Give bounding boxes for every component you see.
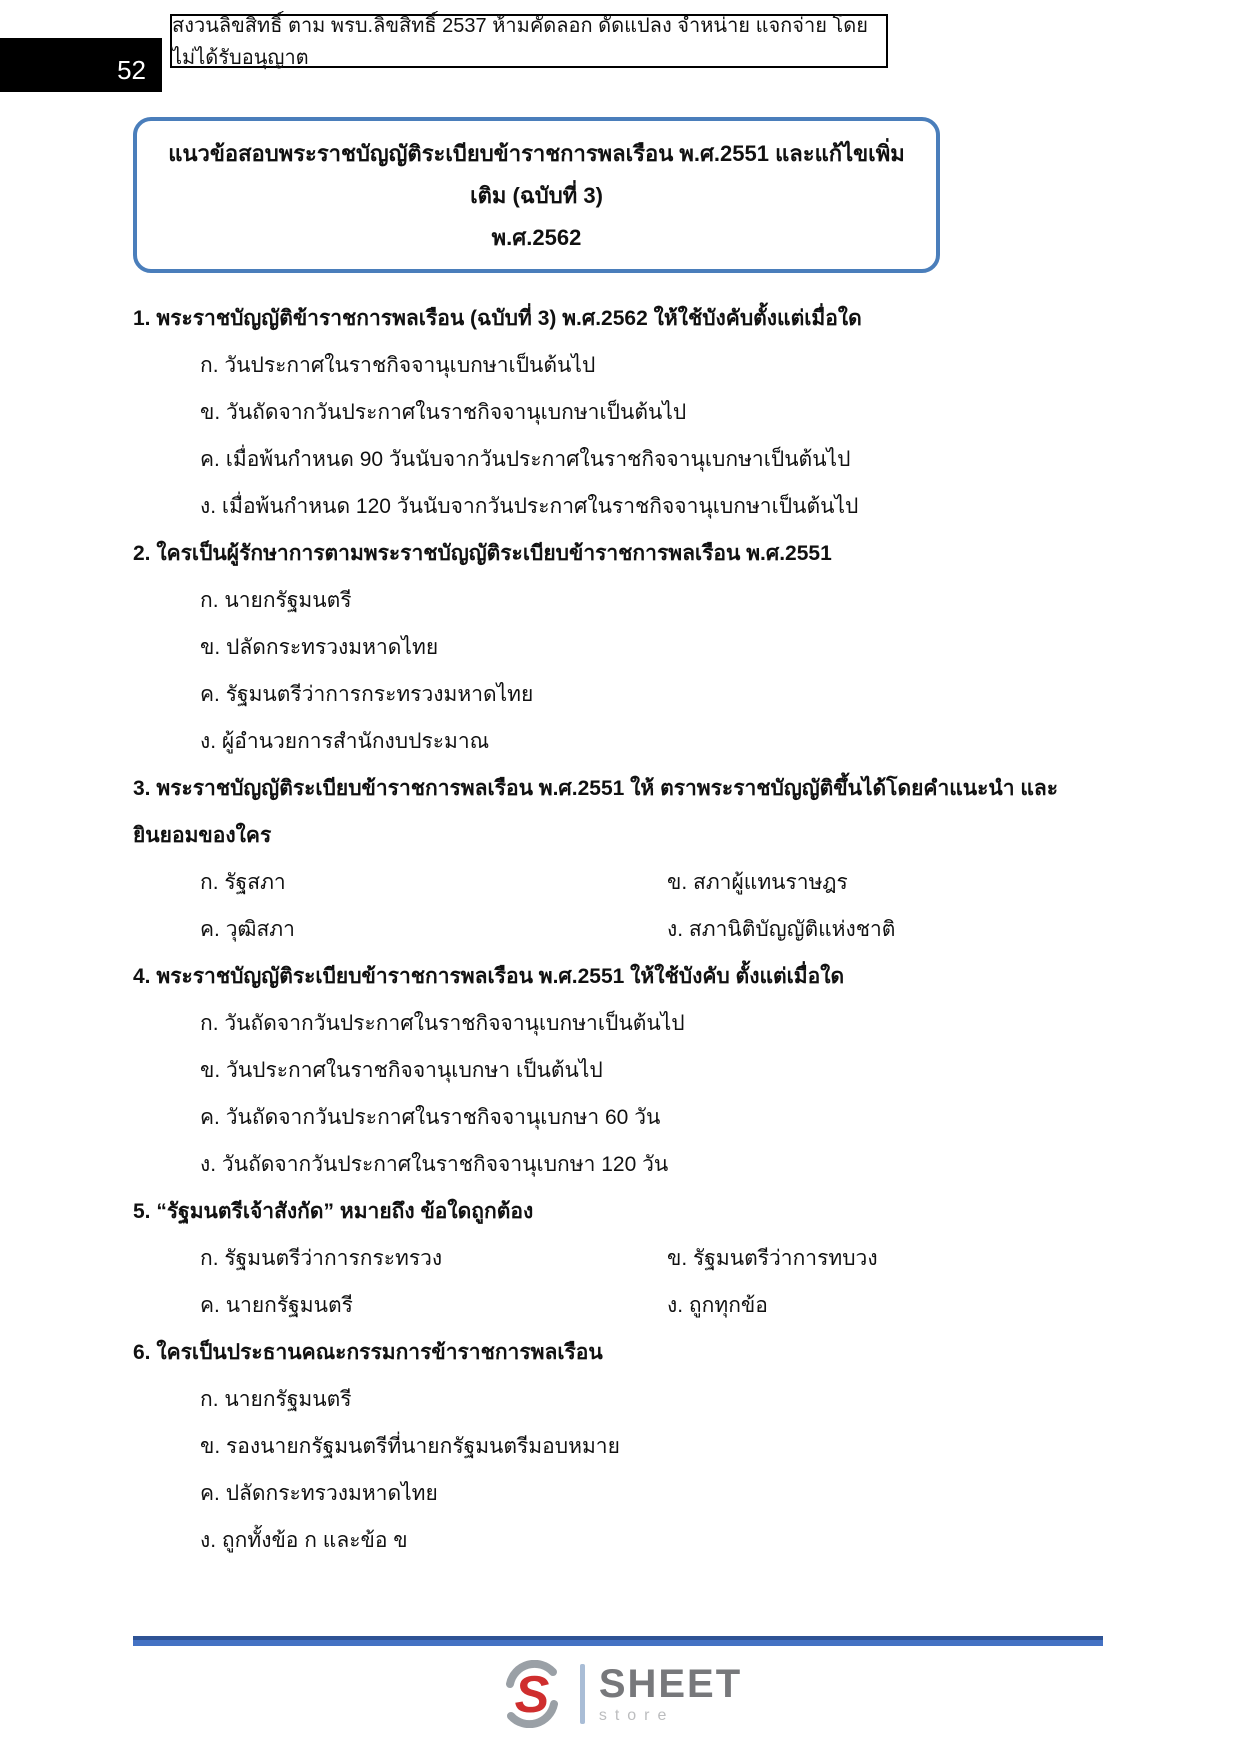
choice-option: ก. รัฐสภา (200, 871, 286, 894)
choice-option: ง. วันถัดจากวันประกาศในราชกิจจานุเบกษา 120 วัน (200, 1153, 669, 1176)
choice-option: ข. วันถัดจากวันประกาศในราชกิจจานุเบกษาเป็นต้นไป (200, 401, 687, 424)
copyright-text: สงวนลิขสิทธิ์ ตาม พรบ.ลิขสิทธิ์ 2537 ห้ามคัดลอก ดัดแปลง จำหน่าย แจกจ่าย โดยไม่ได้รับอนุญาต (172, 15, 868, 69)
choices-list (133, 342, 1118, 530)
question-block (133, 953, 1118, 1188)
question-text: 6. ใครเป็นประธานคณะกรรมการข้าราชการพลเรือน (133, 1341, 603, 1364)
choice-option: ง. สภานิติบัญญัติแห่งชาติ (667, 918, 896, 941)
question-text: 1. พระราชบัญญัติข้าราชการพลเรือน (ฉบับที่ 3) พ.ศ.2562 ให้ใช้บังคับตั้งแต่เมื่อใด (133, 307, 862, 330)
choice-option: ก. นายกรัฐมนตรี (200, 589, 352, 612)
choice-option: ง. ถูกทั้งข้อ ก และข้อ ข (200, 1529, 408, 1552)
choice-option: ข. สภาผู้แทนราษฎร (667, 871, 848, 894)
question-text: 4. พระราชบัญญัติระเบียบข้าราชการพลเรือน พ.ศ.2551 ให้ใช้บังคับ ตั้งแต่เมื่อใด (133, 965, 845, 988)
footer-divider (133, 1636, 1103, 1646)
question-text: 2. ใครเป็นผู้รักษาการตามพระราชบัญญัติระเบียบข้าราชการพลเรือน พ.ศ.2551 (133, 542, 832, 565)
question-text: 5. “รัฐมนตรีเจ้าสังกัด” หมายถึง ข้อใดถูกต้อง (133, 1200, 534, 1223)
choice-option: ง. เมื่อพ้นกำหนด 120 วันนับจากวันประกาศในราชกิจจานุเบกษาเป็นต้นไป (200, 495, 859, 518)
sheetstore-s-swoosh-icon (498, 1660, 566, 1728)
choice-option: ค. วันถัดจากวันประกาศในราชกิจจานุเบกษา 60 วัน (200, 1106, 661, 1129)
choice-option: ก. รัฐมนตรีว่าการกระทรวง (200, 1247, 443, 1270)
choice-option: ค. นายกรัฐมนตรี (200, 1294, 353, 1317)
choice-option: ข. รัฐมนตรีว่าการทบวง (667, 1247, 878, 1270)
copyright-notice-box (170, 14, 888, 68)
choices-list (133, 1235, 1118, 1329)
exam-title-line2: พ.ศ.2562 (491, 225, 582, 250)
exam-title-box (133, 117, 940, 273)
choice-option: ค. วุฒิสภา (200, 918, 295, 941)
question-block (133, 295, 1118, 530)
question-block (133, 1329, 1118, 1564)
question-block (133, 765, 1118, 953)
question-text: 3. พระราชบัญญัติระเบียบข้าราชการพลเรือน พ.ศ.2551 ให้ ตราพระราชบัญญัติขึ้นได้โดยคำแนะนำ และยินยอมของใคร (133, 777, 1059, 847)
choices-list (133, 1000, 1118, 1188)
choice-option: ก. วันถัดจากวันประกาศในราชกิจจานุเบกษาเป็นต้นไป (200, 1012, 685, 1035)
questions-list (133, 295, 1118, 1564)
svg-text:S: S (514, 1666, 550, 1724)
question-block (133, 1188, 1118, 1329)
choice-option: ง. ถูกทุกข้อ (667, 1294, 768, 1317)
page-number-badge (0, 38, 162, 92)
exam-title-line1: แนวข้อสอบพระราชบัญญัติระเบียบข้าราชการพลเรือน พ.ศ.2551 และแก้ไขเพิ่มเติม (ฉบับที่ 3) (168, 141, 905, 208)
choice-option: ข. รองนายกรัฐมนตรีที่นายกรัฐมนตรีมอบหมาย (200, 1435, 620, 1458)
choice-option: ค. เมื่อพ้นกำหนด 90 วันนับจากวันประกาศในราชกิจจานุเบกษาเป็นต้นไป (200, 448, 851, 471)
page-number: 52 (117, 55, 146, 85)
choice-option: ก. นายกรัฐมนตรี (200, 1388, 352, 1411)
sheetstore-logo (0, 1660, 1240, 1728)
choice-option: ก. วันประกาศในราชกิจจานุเบกษาเป็นต้นไป (200, 354, 596, 377)
logo-text-sheet: SHEET (598, 1661, 743, 1706)
logo-divider (580, 1664, 585, 1724)
choice-option: ค. ปลัดกระทรวงมหาดไทย (200, 1482, 438, 1505)
choices-list (133, 859, 1118, 953)
logo-text-store: store (598, 1706, 675, 1724)
choice-option: ข. ปลัดกระทรวงมหาดไทย (200, 636, 439, 659)
choice-option: ข. วันประกาศในราชกิจจานุเบกษา เป็นต้นไป (200, 1059, 603, 1082)
choice-option: ค. รัฐมนตรีว่าการกระทรวงมหาดไทย (200, 683, 534, 706)
question-block (133, 530, 1118, 765)
choices-list (133, 577, 1118, 765)
choice-option: ง. ผู้อำนวยการสำนักงบประมาณ (200, 730, 490, 753)
logo-text-block (598, 1661, 743, 1725)
choices-list (133, 1376, 1118, 1564)
